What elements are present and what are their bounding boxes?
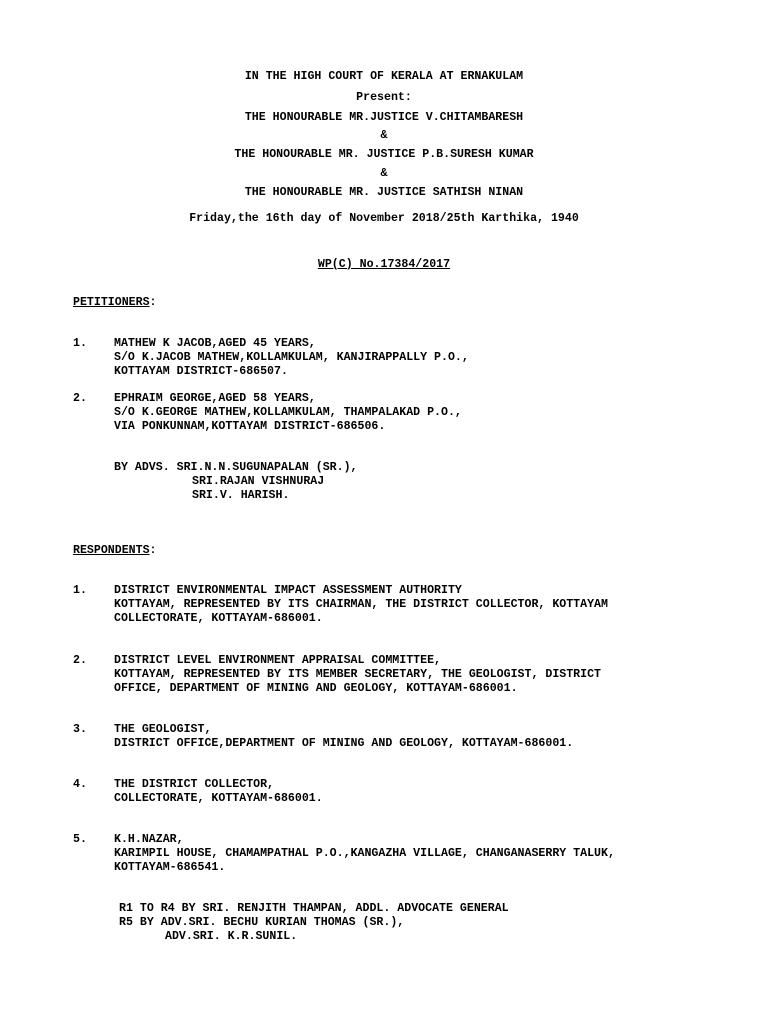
- respondent-5-line-3: KOTTAYAM-686541.: [114, 861, 226, 874]
- respondent-1-number: 1.: [73, 584, 87, 597]
- respondents-heading-text: RESPONDENTS: [73, 544, 150, 557]
- present-label: Present:: [356, 91, 412, 104]
- ampersand-1: &: [380, 129, 388, 142]
- judge-1: THE HONOURABLE MR.JUSTICE V.CHITAMBARESH: [244, 111, 524, 124]
- petitioner-advocate-1: BY ADVS. SRI.N.N.SUGUNAPALAN (SR.),: [114, 461, 358, 474]
- respondent-1-line-3: COLLECTORATE, KOTTAYAM-686001.: [114, 612, 323, 625]
- respondent-advocate-2: R5 BY ADV.SRI. BECHU KURIAN THOMAS (SR.),: [119, 916, 405, 929]
- judge-2: THE HONOURABLE MR. JUSTICE P.B.SURESH KUMAR: [234, 148, 534, 161]
- respondent-advocate-1: R1 TO R4 BY SRI. RENJITH THAMPAN, ADDL. ADVOCATE GENERAL: [119, 902, 509, 915]
- court-title: IN THE HIGH COURT OF KERALA AT ERNAKULAM: [244, 70, 524, 83]
- respondent-5-line-1: K.H.NAZAR,: [114, 833, 184, 846]
- petitioner-2-line-3: VIA PONKUNNAM,KOTTAYAM DISTRICT-686506.: [114, 420, 386, 433]
- respondent-2-line-1: DISTRICT LEVEL ENVIRONMENT APPRAISAL COMMITTEE,: [114, 654, 441, 667]
- respondent-4-line-2: COLLECTORATE, KOTTAYAM-686001.: [114, 792, 323, 805]
- petitioners-heading: [73, 296, 157, 310]
- respondent-3-line-2: DISTRICT OFFICE,DEPARTMENT OF MINING AND GEOLOGY, KOTTAYAM-686001.: [114, 737, 574, 750]
- petitioners-heading-text: PETITIONERS: [73, 296, 150, 309]
- respondents-heading-colon: :: [149, 544, 157, 557]
- petitioner-1-line-1: MATHEW K JACOB,AGED 45 YEARS,: [114, 337, 316, 350]
- respondent-1-line-2: KOTTAYAM, REPRESENTED BY ITS CHAIRMAN, THE DISTRICT COLLECTOR, KOTTAYAM: [114, 598, 608, 611]
- petitioner-1-number: 1.: [73, 337, 87, 350]
- respondent-1-line-1: DISTRICT ENVIRONMENTAL IMPACT ASSESSMENT AUTHORITY: [114, 584, 462, 597]
- judge-3: THE HONOURABLE MR. JUSTICE SATHISH NINAN: [244, 186, 524, 199]
- case-number: [0, 258, 768, 272]
- hearing-date: Friday,the 16th day of November 2018/25th Karthika, 1940: [189, 212, 579, 225]
- respondent-advocate-3: ADV.SRI. K.R.SUNIL.: [165, 930, 298, 943]
- respondent-3-line-1: THE GEOLOGIST,: [114, 723, 212, 736]
- respondent-2-number: 2.: [73, 654, 87, 667]
- ampersand-2: &: [380, 167, 388, 180]
- respondent-5-line-2: KARIMPIL HOUSE, CHAMAMPATHAL P.O.,KANGAZHA VILLAGE, CHANGANASERRY TALUK,: [114, 847, 615, 860]
- petitioner-2-line-1: EPHRAIM GEORGE,AGED 58 YEARS,: [114, 392, 316, 405]
- case-number-text: WP(C) No.17384/2017: [317, 258, 451, 271]
- respondents-heading: [73, 544, 157, 558]
- petitioner-advocate-3: SRI.V. HARISH.: [192, 489, 290, 502]
- respondent-5-number: 5.: [73, 833, 87, 846]
- respondent-4-line-1: THE DISTRICT COLLECTOR,: [114, 778, 275, 791]
- petitioner-1-line-3: KOTTAYAM DISTRICT-686507.: [114, 365, 288, 378]
- petitioner-2-line-2: S/O K.GEORGE MATHEW,KOLLAMKULAM, THAMPALAKAD P.O.,: [114, 406, 462, 419]
- respondent-4-number: 4.: [73, 778, 87, 791]
- respondent-2-line-2: KOTTAYAM, REPRESENTED BY ITS MEMBER SECRETARY, THE GEOLOGIST, DISTRICT: [114, 668, 602, 681]
- respondent-3-number: 3.: [73, 723, 87, 736]
- petitioner-1-line-2: S/O K.JACOB MATHEW,KOLLAMKULAM, KANJIRAPPALLY P.O.,: [114, 351, 469, 364]
- petitioner-2-number: 2.: [73, 392, 87, 405]
- petitioner-advocate-2: SRI.RAJAN VISHNURAJ: [192, 475, 325, 488]
- respondent-2-line-3: OFFICE, DEPARTMENT OF MINING AND GEOLOGY, KOTTAYAM-686001.: [114, 682, 518, 695]
- petitioners-heading-colon: :: [149, 296, 157, 309]
